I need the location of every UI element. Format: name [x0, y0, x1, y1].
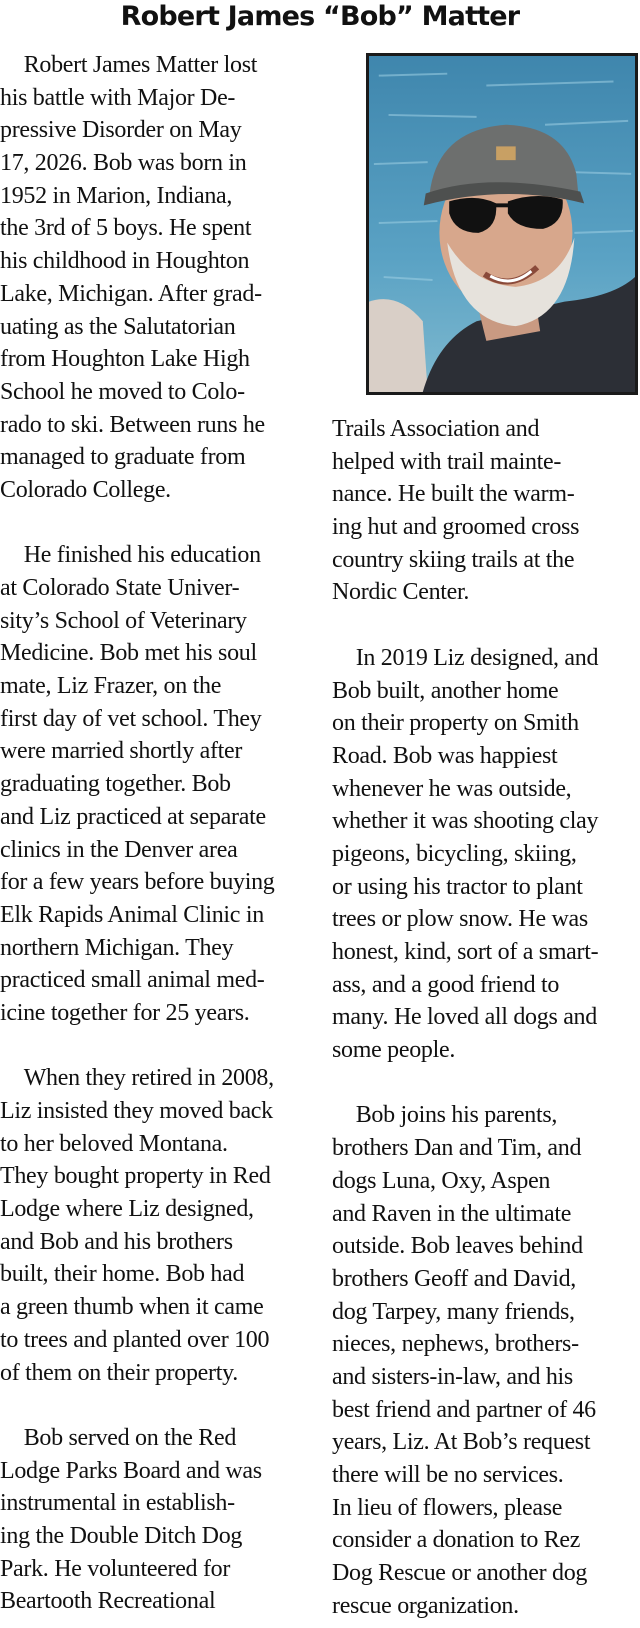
text-line: Medicine. Bob met his soul — [0, 640, 257, 667]
obituary-text-column-right — [332, 413, 640, 1622]
text-line: Colorado College. — [0, 476, 171, 503]
text-line: a green thumb when it came — [0, 1294, 264, 1321]
text-line: mate, Liz Frazer, on the — [0, 673, 222, 700]
text-line: from Houghton Lake High — [0, 346, 250, 373]
portrait-photo — [366, 53, 638, 395]
paragraph-gap — [332, 609, 640, 642]
text-line: his battle with Major De- — [0, 84, 236, 111]
text-line: or using his tractor to plant — [332, 873, 583, 900]
text-line: outside. Bob leaves behind — [332, 1233, 583, 1260]
text-line: ing hut and groomed cross — [332, 514, 580, 541]
text-line: clinics in the Denver area — [0, 836, 238, 863]
text-line: of them on their property. — [0, 1359, 238, 1386]
text-line: 1952 in Marion, Indiana, — [0, 182, 233, 209]
text-line: sity’s School of Veterinary — [0, 607, 247, 634]
text-line: Lodge Parks Board and was — [0, 1457, 262, 1484]
obituary-title: Robert James “Bob” Matter — [120, 1, 520, 32]
paragraph-gap — [332, 1067, 640, 1100]
text-line: and Bob and his brothers — [0, 1228, 233, 1255]
text-line: built, their home. Bob had — [0, 1261, 245, 1288]
text-line: northern Michigan. They — [0, 934, 234, 961]
text-line: and Liz practiced at separate — [0, 803, 266, 830]
text-line: the 3rd of 5 boys. He spent — [0, 215, 252, 242]
text-line: Road. Bob was happiest — [332, 742, 558, 769]
text-line: practiced small animal med- — [0, 967, 265, 994]
text-line: whenever he was outside, — [332, 775, 572, 802]
text-line: Bob served on the Red — [0, 1424, 237, 1451]
text-line: pigeons, bicycling, skiing, — [332, 840, 577, 867]
paragraph-gap — [0, 1030, 312, 1063]
text-line: Park. He volunteered for — [0, 1555, 231, 1582]
text-line: to trees and planted over 100 — [0, 1326, 270, 1353]
text-line: In 2019 Liz designed, and — [332, 644, 599, 671]
text-line: graduating together. Bob — [0, 771, 231, 798]
text-line: dog Tarpey, many friends, — [332, 1298, 575, 1325]
text-line: ing the Double Ditch Dog — [0, 1522, 243, 1549]
text-line: Lake, Michigan. After grad- — [0, 280, 262, 307]
text-line: dogs Luna, Oxy, Aspen — [332, 1167, 551, 1194]
text-line: best friend and partner of 46 — [332, 1396, 596, 1423]
text-line: uating as the Salutatorian — [0, 313, 236, 340]
text-line: country skiing trails at the — [332, 546, 575, 573]
obituary-text-column-left — [0, 49, 312, 1618]
text-line: Trails Association and — [332, 416, 540, 442]
text-line: In lieu of flowers, please — [332, 1494, 563, 1521]
text-line: at Colorado State Univer- — [0, 575, 240, 601]
text-line: Lodge where Liz designed, — [0, 1196, 254, 1223]
text-line: Robert James Matter lost — [0, 52, 258, 78]
text-line: on their property on Smith — [332, 710, 579, 737]
text-line: When they retired in 2008, — [0, 1065, 274, 1092]
text-line: Bob built, another home — [332, 677, 559, 704]
text-line: instrumental in establish- — [0, 1490, 235, 1517]
text-line: 17, 2026. Bob was born in — [0, 150, 247, 177]
text-line: for a few years before buying — [0, 869, 275, 896]
text-line: Dog Rescue or another dog — [332, 1560, 588, 1587]
text-line: He finished his education — [0, 542, 261, 569]
text-line: rado to ski. Between runs he — [0, 411, 265, 438]
paragraph-gap — [0, 1389, 312, 1422]
text-line: Nordic Center. — [332, 579, 470, 606]
text-line: Elk Rapids Animal Clinic in — [0, 901, 264, 928]
text-line: many. He loved all dogs and — [332, 1004, 597, 1031]
text-line: to her beloved Montana. — [0, 1130, 228, 1157]
text-line: They bought property in Red — [0, 1163, 271, 1190]
text-line: Beartooth Recreational — [0, 1588, 216, 1615]
text-line: years, Liz. At Bob’s request — [332, 1429, 591, 1456]
text-line: and sisters-in-law, and his — [332, 1363, 573, 1390]
text-line: some people. — [332, 1037, 456, 1064]
text-line: were married shortly after — [0, 738, 243, 765]
text-line: Bob joins his parents, — [332, 1102, 558, 1129]
text-line: consider a donation to Rez — [332, 1527, 581, 1554]
text-line: helped with trail mainte- — [332, 448, 562, 475]
text-line: honest, kind, sort of a smart- — [332, 939, 599, 965]
text-line: icine together for 25 years. — [0, 999, 250, 1026]
text-line: and Raven in the ultimate — [332, 1200, 572, 1227]
text-line: trees or plow snow. He was — [332, 906, 588, 933]
text-line: nance. He built the warm- — [332, 481, 575, 508]
text-line: nieces, nephews, brothers- — [332, 1331, 579, 1358]
text-line: pressive Disorder on May — [0, 117, 242, 144]
text-line: whether it was shooting clay — [332, 808, 599, 835]
text-line: ass, and a good friend to — [332, 971, 560, 998]
text-line: first day of vet school. They — [0, 705, 262, 732]
text-line: brothers Geoff and David, — [332, 1265, 576, 1292]
text-line: Liz insisted they moved back — [0, 1098, 273, 1124]
paragraph-gap — [0, 507, 312, 540]
text-line: brothers Dan and Tim, and — [332, 1135, 582, 1162]
text-line: his childhood in Houghton — [0, 248, 250, 275]
text-line: there will be no services. — [332, 1462, 564, 1488]
text-line: rescue organization. — [332, 1592, 519, 1619]
text-line: School he moved to Colo- — [0, 378, 245, 405]
text-line: managed to graduate from — [0, 444, 246, 471]
